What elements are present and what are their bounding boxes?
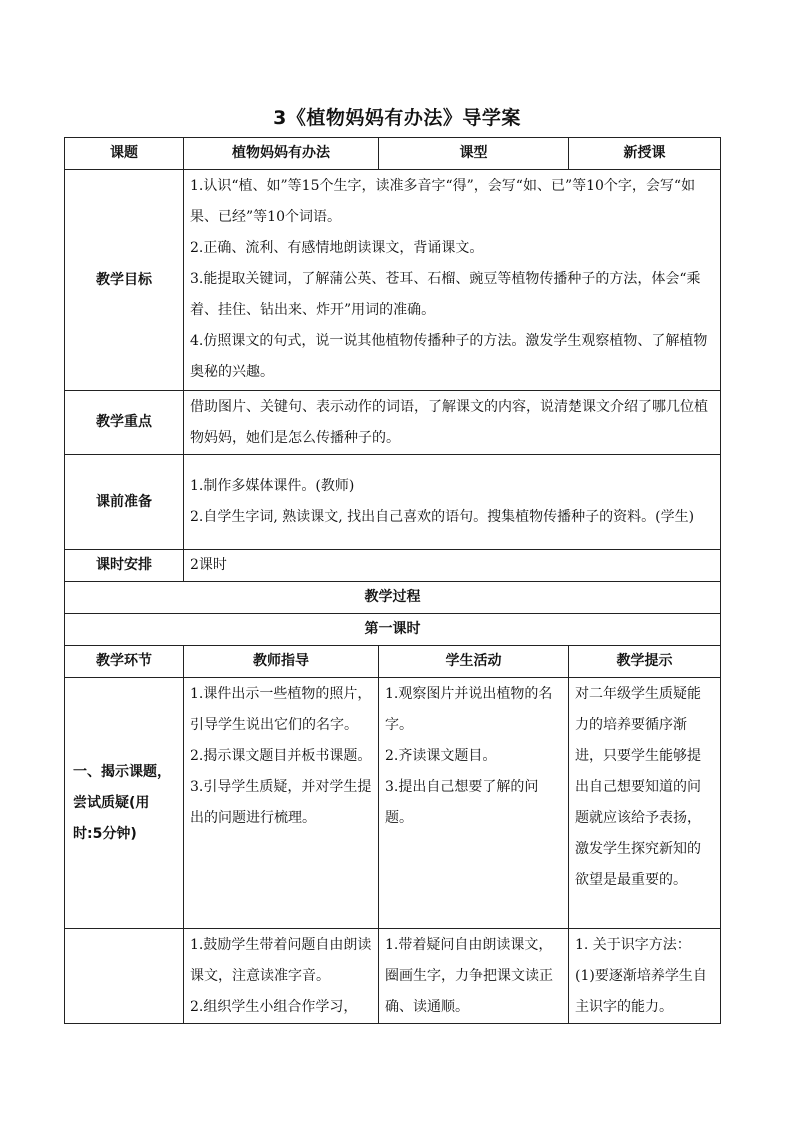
teacher-item: 2.组织学生小组合作学习， [190,999,358,1015]
teacher-guidance [184,929,379,1024]
tip-item: 1. 关于识字方法： [575,937,691,953]
header-row [65,138,721,170]
type-label: 课型 [379,138,569,170]
column-header: 教学提示 [569,646,721,678]
preparation-item: 1.制作多媒体课件。(教师) [190,478,355,494]
schedule-value: 2课时 [184,550,721,582]
student-activity [379,678,569,929]
student-item: 1.带着疑问自由朗读课文，圈画生字，力争把课文读正确、读通顺。 [385,937,553,1015]
student-activity [379,929,569,1024]
teacher-item: 1.鼓励学生带着问题自由朗读课文，注意读准字音。 [190,937,372,984]
topic-value: 植物妈妈有办法 [184,138,379,170]
student-item: 3.提出自己想要了解的问题。 [385,779,539,826]
preparation-label: 课前准备 [65,455,184,550]
lesson-plan-table [64,137,721,1024]
process-title-row [65,582,721,614]
goal-item: 1.认识“植、如”等15个生字，读准多音字“得”，会写“如、已”等10个字，会写“如果、已经”等10个词语。 [190,178,696,225]
column-header-row [65,646,721,678]
column-header: 教学环节 [65,646,184,678]
goal-item: 2.正确、流利、有感情地朗读课文，背诵课文。 [190,240,484,256]
process-title: 教学过程 [65,582,721,614]
schedule-label: 课时安排 [65,550,184,582]
teacher-guidance [184,678,379,929]
stage-row [65,929,721,1024]
key-points-content: 借助图片、关键句、表示动作的词语，了解课文的内容，说清楚课文介绍了哪几位植物妈妈，她们是怎么传播种子的。 [184,391,721,455]
topic-label: 课题 [65,138,184,170]
goals-label: 教学目标 [65,170,184,391]
stage-name: 一、揭示课题，尝试质疑(用时:5分钟) [65,678,184,929]
teacher-item: 2.揭示课文题目并板书课题。 [190,748,372,764]
tip-item: (1)要逐渐培养学生自主识字的能力。 [575,968,707,1015]
goal-item: 3.能提取关键词，了解蒲公英、苍耳、石榴、豌豆等植物传播种子的方法，体会“乘着、挂住、钻出来、炸开”用词的准确。 [190,271,701,318]
stage-name [65,929,184,1024]
teacher-item: 1.课件出示一些植物的照片，引导学生说出它们的名字。 [190,686,372,733]
teaching-tip [569,929,721,1024]
student-item: 1.观察图片并说出植物的名字。 [385,686,553,733]
key-points-label: 教学重点 [65,391,184,455]
lesson-title: 第一课时 [65,614,721,646]
goal-item: 4.仿照课文的句式，说一说其他植物传播种子的方法。激发学生观察植物、了解植物奥秘的兴趣。 [190,333,708,380]
teacher-item: 3.引导学生质疑，并对学生提出的问题进行梳理。 [190,779,372,826]
goals-content [184,170,721,391]
preparation-row [65,455,721,550]
student-item: 2.齐读课文题目。 [385,748,497,764]
stage-row [65,678,721,929]
schedule-row [65,550,721,582]
type-value: 新授课 [569,138,721,170]
column-header: 教师指导 [184,646,379,678]
document-title: 3《植物妈妈有办法》导学案 [273,107,521,129]
key-points-row [65,391,721,455]
preparation-content [184,455,721,550]
preparation-item: 2.自学生字词, 熟读课文, 找出自己喜欢的语句。搜集植物传播种子的资料。(学生) [190,509,695,525]
lesson-title-row [65,614,721,646]
teaching-tip: 对二年级学生质疑能力的培养要循序渐进，只要学生能够提出自己想要知道的问题就应该给予表扬，激发学生探究新知的欲望是最重要的。 [569,678,721,929]
column-header: 学生活动 [379,646,569,678]
goals-row [65,170,721,391]
